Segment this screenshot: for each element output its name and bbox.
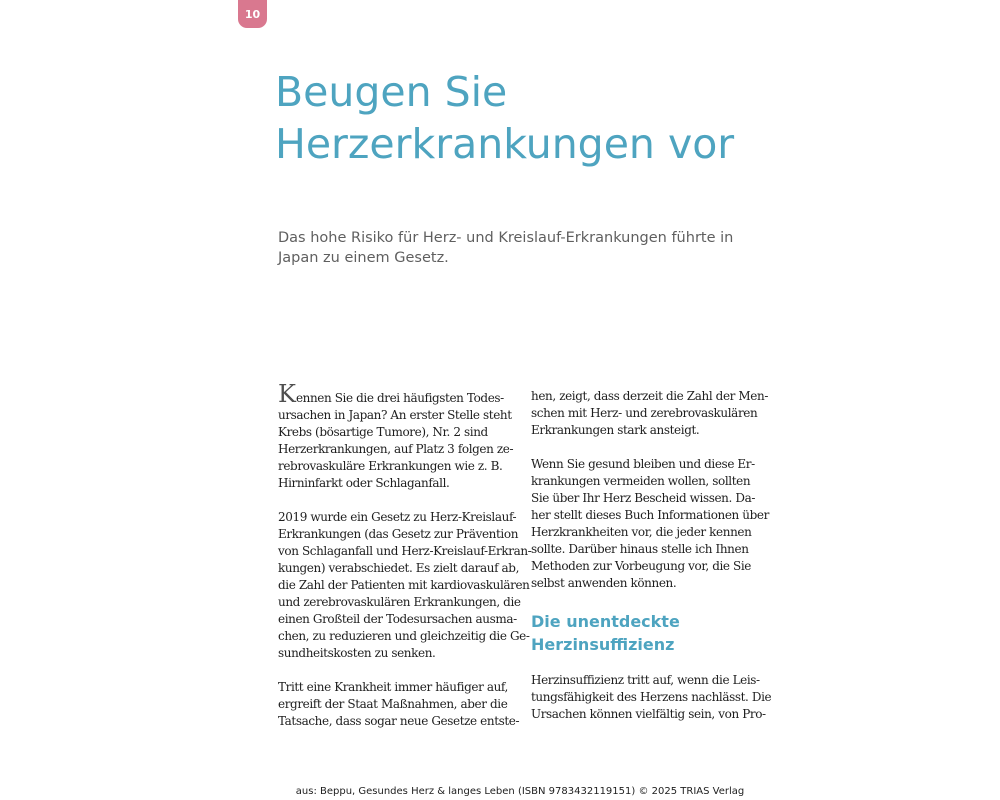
body-line: ursachen in Japan? An erster Stelle steht xyxy=(278,408,512,422)
right-column xyxy=(531,388,772,740)
page-number-badge xyxy=(238,0,267,28)
body-line: von Schlaganfall und Herz-Kreislauf-Erkran- xyxy=(278,544,532,558)
body-line: und zerebrovaskulären Erkrankungen, die xyxy=(278,595,521,609)
lead-line: Japan zu einem Gesetz. xyxy=(278,250,449,266)
body-line: Krebs (bösartige Tumore), Nr. 2 sind xyxy=(278,425,488,439)
section-subheading xyxy=(531,610,767,656)
body-line: Herzinsuffizienz tritt auf, wenn die Leis- xyxy=(531,673,760,687)
body-paragraph xyxy=(531,388,767,439)
chapter-title-line: Herzerkrankungen vor xyxy=(275,120,735,168)
body-line: Wenn Sie gesund bleiben und diese Er- xyxy=(531,457,755,471)
body-line: Methoden zur Vorbeugung vor, die Sie xyxy=(531,559,752,573)
body-line: chen, zu reduzieren und gleichzeitig die Ge- xyxy=(278,629,530,643)
body-line: hen, zeigt, dass derzeit die Zahl der Men- xyxy=(531,389,768,403)
body-line: Herzkrankheiten vor, die jeder kennen xyxy=(531,525,752,539)
chapter-title-line: Beugen Sie xyxy=(275,68,508,116)
body-line: Erkrankungen (das Gesetz zur Prävention xyxy=(278,527,519,541)
body-line: ergreift der Staat Maßnahmen, aber die xyxy=(278,697,508,711)
body-line: Tatsache, dass sogar neue Gesetze entste- xyxy=(278,714,520,728)
page-number: 10 xyxy=(244,7,261,21)
body-paragraph xyxy=(531,672,772,723)
body-line: einen Großteil der Todesursachen ausma- xyxy=(278,612,517,626)
lead-line: Das hohe Risiko für Herz- und Kreislauf-Erkrankungen führte in xyxy=(278,230,734,246)
body-line: sollte. Darüber hinaus stelle ich Ihnen xyxy=(531,542,749,556)
body-paragraph xyxy=(278,380,514,492)
body-line: sundheitskosten zu senken. xyxy=(278,646,436,660)
body-paragraph xyxy=(278,509,532,662)
body-line: 2019 wurde ein Gesetz zu Herz-Kreislauf- xyxy=(278,510,517,524)
body-line: Herzerkrankungen, auf Platz 3 folgen ze- xyxy=(278,442,514,456)
drop-cap: K xyxy=(278,380,296,408)
body-line: schen mit Herz- und zerebrovaskulären xyxy=(531,406,758,420)
left-column xyxy=(278,380,532,747)
body-line: Hirninfarkt oder Schlaganfall. xyxy=(278,476,450,490)
lead-paragraph xyxy=(278,228,758,268)
body-paragraph xyxy=(278,679,520,730)
body-line: krankungen vermeiden wollen, sollten xyxy=(531,474,751,488)
body-line: Ursachen können vielfältig sein, von Pro- xyxy=(531,707,766,721)
body-paragraph xyxy=(531,456,767,592)
body-line: her stellt dieses Buch Informationen über xyxy=(531,508,769,522)
body-line: selbst anwenden können. xyxy=(531,576,677,590)
body-line: die Zahl der Patienten mit kardiovaskulären xyxy=(278,578,530,592)
body-line: Erkrankungen stark ansteigt. xyxy=(531,423,700,437)
subheading-line: Herzinsuffizienz xyxy=(531,635,675,654)
body-line: kungen) verabschiedet. Es zielt darauf ab, xyxy=(278,561,520,575)
body-line-with-dropcap xyxy=(278,380,514,408)
body-line: tungsfähigkeit des Herzens nachlässt. Die xyxy=(531,690,772,704)
chapter-title xyxy=(275,66,795,170)
source-footer: aus: Beppu, Gesundes Herz & langes Leben (ISBN 9783432119151) © 2025 TRIAS Verlag xyxy=(295,786,745,797)
body-line: Sie über Ihr Herz Bescheid wissen. Da- xyxy=(531,491,755,505)
subheading-line: Die unentdeckte xyxy=(531,612,680,631)
body-line: Tritt eine Krankheit immer häufiger auf, xyxy=(278,680,508,694)
body-line: rebrovaskuläre Erkrankungen wie z. B. xyxy=(278,459,503,473)
body-line: ennen Sie die drei häufigsten Todes- xyxy=(295,391,504,405)
